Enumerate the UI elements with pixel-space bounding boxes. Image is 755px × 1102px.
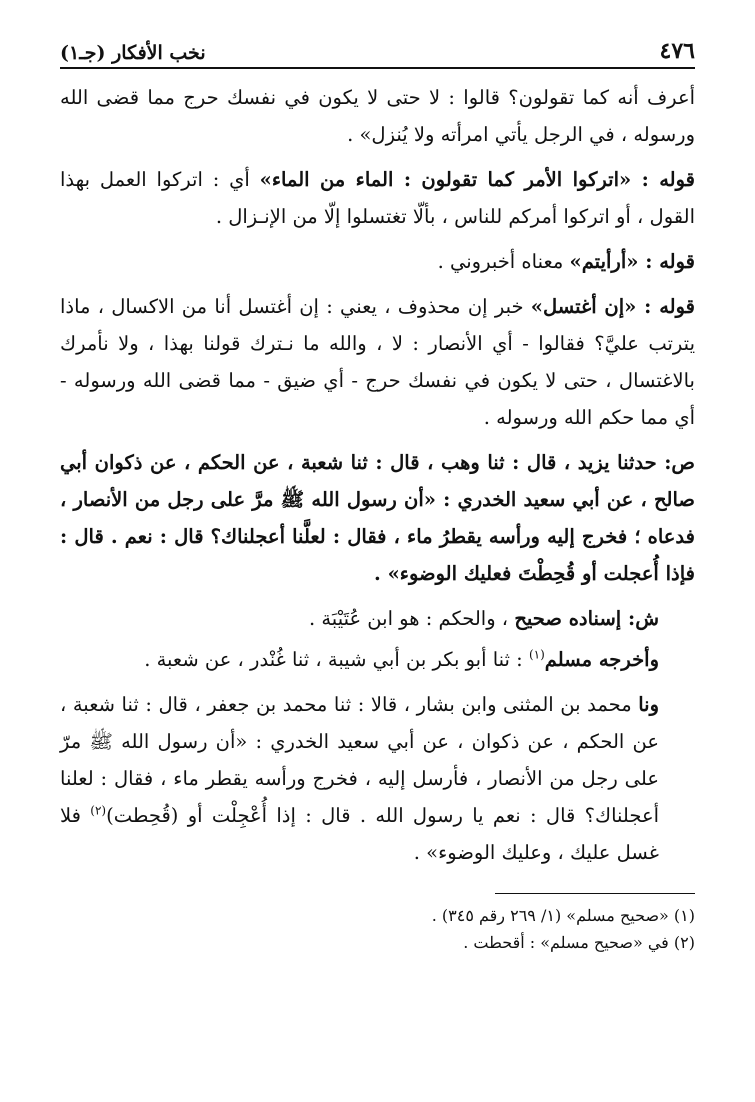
paragraph-3 bbox=[60, 243, 695, 280]
paragraph-8 bbox=[60, 686, 695, 871]
footnote-1: (١) «صحيح مسلم» (١/ ٢٦٩ رقم ٣٤٥) . bbox=[431, 906, 695, 925]
paragraph-7 bbox=[60, 641, 695, 678]
paragraph-2 bbox=[60, 161, 695, 235]
book-title: نخب الأفكار (جـ١) bbox=[60, 42, 206, 64]
paragraph-lead: قوله : «اتركوا الأمر كما تقولون : الماء من الماء» bbox=[259, 168, 695, 191]
paragraph-text: معناه أخبروني . bbox=[437, 250, 570, 273]
paragraph-lead: قوله : «إن أغتسل» bbox=[530, 295, 695, 318]
paragraph-text: محمد بن المثنى وابن بشار ، قالا : ثنا محمد بن جعفر ، قال : ثنا شعبة ، عن الحكم ، عن ذكوان ، عن أبي سعيد الخدري : «أن رسول الله ﷺ مرّ على رجل من الأنصار ، فأرسل إليه ، فخرج ورأسه يقطر ماء ، فقال : لعلنا أعجلناك؟ قال : نعم يا رسول الله . قال : إذا أُعْجِلْت أو (قُحِطت) bbox=[60, 693, 660, 827]
paragraph-text: خبر إن محذوف ، يعني : إن أغتسل أنا من الاكسال ، ماذا يترتب عليَّ؟ فقالوا - أي الأنصار : لا ، والله ما نـترك قولنا بهذا ، ولا نأمرك بالاغتسال ، حتى لا يكون في نفسك حرج - أي ضيق - مما قضى الله ورسوله - أي مما حكم الله ورسوله . bbox=[60, 295, 695, 429]
paragraph-text: أعرف أنه كما تقولون؟ قالوا : لا حتى لا يكون في نفسك حرج مما قضى الله ورسوله ، في الرجل يأتي امرأته ولا يُنزل» . bbox=[60, 86, 695, 146]
paragraph-lead: ونا bbox=[638, 693, 659, 716]
paragraph-text: أي : اتركوا العمل بهذا القول ، أو اتركوا أمركم للناس ، بألّا تغتسلوا إلّا من الإنـزال . bbox=[60, 168, 695, 228]
paragraph-1 bbox=[60, 79, 695, 153]
footnotes bbox=[60, 893, 695, 956]
paragraph-6 bbox=[60, 600, 695, 637]
paragraph-lead: ش: إسناده صحيح bbox=[514, 607, 659, 630]
paragraph-lead: قوله : «أرأيتم» bbox=[569, 250, 695, 273]
footnote-ref-2: (٢) bbox=[90, 803, 107, 818]
paragraph-text-cont: فلا غسل عليك ، وعليك الوضوء» . bbox=[60, 804, 659, 864]
paragraph-text: : ثنا أبو بكر بن أبي شيبة ، ثنا غُنْدر ، عن شعبة . bbox=[144, 648, 529, 671]
footnote-2: (٢) في «صحيح مسلم» : أقحطت . bbox=[463, 933, 695, 952]
paragraph-text: ص: حدثنا يزيد ، قال : ثنا وهب ، قال : ثنا شعبة ، عن الحكم ، عن ذكوان أبي صالح ، عن أبي سعيد الخدري : «أن رسول الله ﷺ مرَّ على رجل من الأنصار ، فدعاه ؛ فخرج إليه ورأسه يقطرُ ماء ، فقال : لعلَّنا أعجلناك؟ قال : نعم . قال : فإذا أُعجلت أو قُحِطْتَ فعليك الوضوء» . bbox=[60, 451, 695, 585]
page-number: ٤٧٦ bbox=[659, 38, 695, 64]
paragraph-lead: وأخرجه مسلم bbox=[544, 648, 659, 671]
paragraph-4 bbox=[60, 288, 695, 436]
page-header bbox=[60, 34, 695, 69]
footnote-ref-1: (١) bbox=[528, 647, 545, 662]
footnote-divider bbox=[495, 893, 695, 894]
paragraph-text: ، والحكم : هو ابن عُتَيْبَة . bbox=[308, 607, 515, 630]
page-body bbox=[60, 79, 695, 871]
paragraph-5 bbox=[60, 444, 695, 592]
